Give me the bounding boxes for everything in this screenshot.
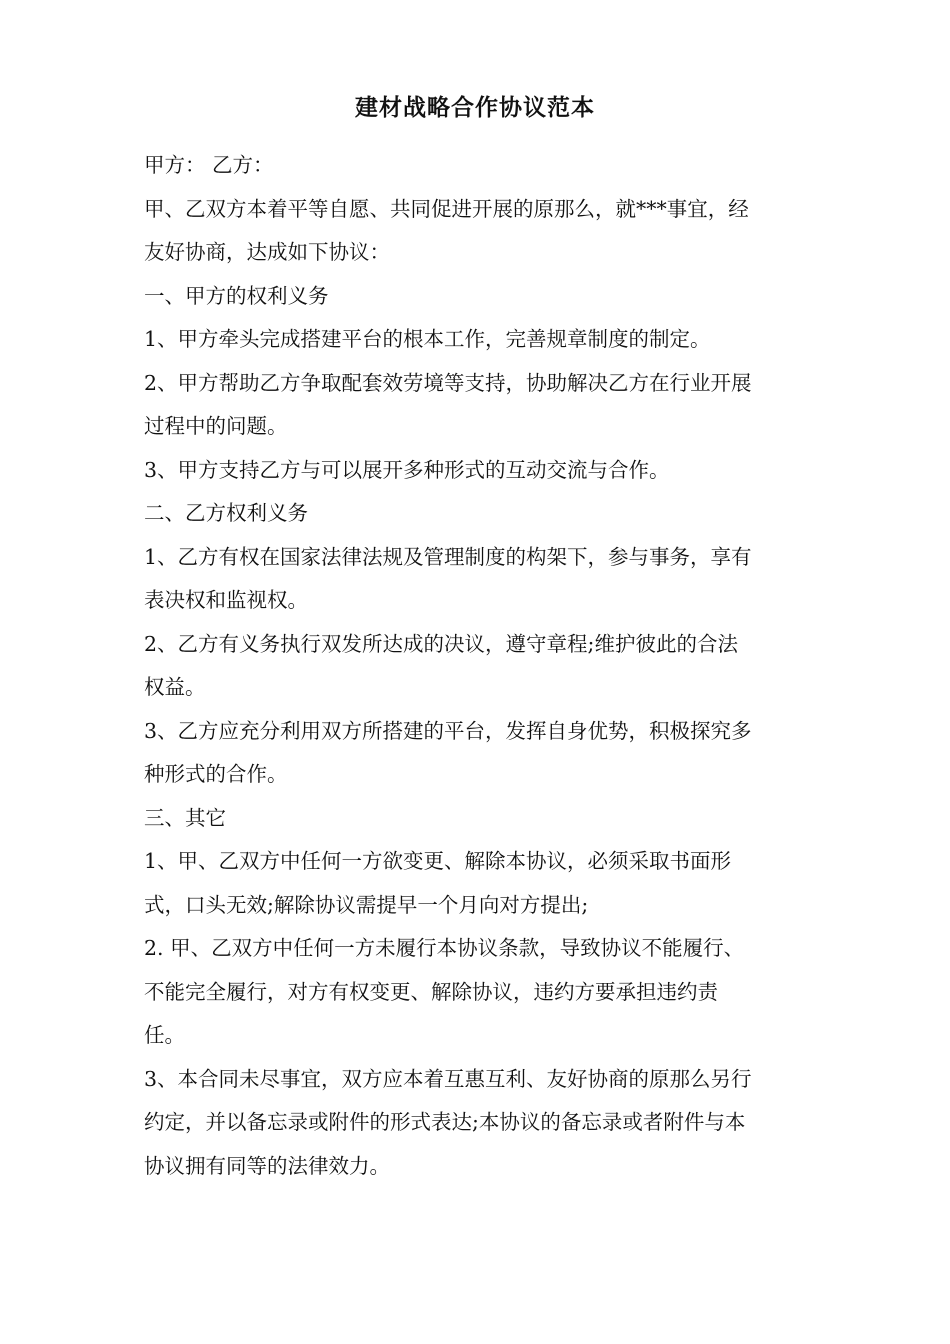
other-clause-1-line-1: 1、甲、乙双方中任何一方欲变更、解除本协议，必须采取书面形: [144, 849, 732, 873]
party-b-clause-3-line-1: 3、乙方应充分利用双方所搭建的平台，发挥自身优势，积极探究多: [144, 718, 752, 743]
other-clause-2-line-1: 2. 甲、乙双方中任何一方未履行本协议条款，导致协议不能履行、: [144, 936, 745, 960]
party-b-clause-3-line-2: 种形式的合作。: [144, 762, 288, 786]
other-clause-2-line-2: 不能完全履行，对方有权变更、解除协议，违约方要承担违约责: [144, 979, 718, 1004]
other-clause-3-line-2: 约定，并以备忘录或附件的形式表达;本协议的备忘录或者附件与本: [144, 1110, 746, 1134]
other-clause-1-line-2: 式，口头无效;解除协议需提早一个月向对方提出;: [144, 892, 589, 917]
document-title: 建材战略合作协议范本: [355, 94, 595, 121]
other-clause-3-line-1: 3、本合同未尽事宜，双方应本着互惠互利、友好协商的原那么另行: [144, 1066, 752, 1091]
party-a-clause-2-line-1: 2、甲方帮助乙方争取配套效劳境等支持，协助解决乙方在行业开展: [144, 370, 752, 395]
intro-line-1: 甲、乙双方本着平等自愿、共同促进开展的原那么，就***事宜，经: [144, 196, 749, 221]
party-b-clause-2-line-1: 2、乙方有义务执行双发所达成的决议，遵守章程;维护彼此的合法: [144, 631, 738, 656]
section-heading-party-b: 二、乙方权利义务: [144, 501, 308, 525]
party-b-clause-1-line-1: 1、乙方有权在国家法律法规及管理制度的构架下，参与事务，享有: [144, 544, 752, 569]
document-body: [144, 144, 809, 1188]
section-heading-other: 三、其它: [144, 805, 226, 830]
other-clause-3-line-3: 协议拥有同等的法律效力。: [144, 1153, 390, 1178]
party-line: 甲方： 乙方：: [144, 153, 274, 177]
intro-line-2: 友好协商，达成如下协议：: [144, 240, 390, 264]
party-b-clause-1-line-2: 表决权和监视权。: [144, 588, 308, 612]
party-a-clause-3: 3、甲方支持乙方与可以展开多种形式的互动交流与合作。: [144, 457, 670, 482]
party-b-clause-2-line-2: 权益。: [144, 675, 206, 699]
party-a-clause-1: 1、甲方牵头完成搭建平台的根本工作，完善规章制度的制定。: [144, 327, 711, 351]
other-clause-2-line-3: 任。: [144, 1023, 185, 1047]
party-a-clause-2-line-2: 过程中的问题。: [144, 414, 288, 438]
section-heading-party-a: 一、甲方的权利义务: [144, 283, 329, 308]
